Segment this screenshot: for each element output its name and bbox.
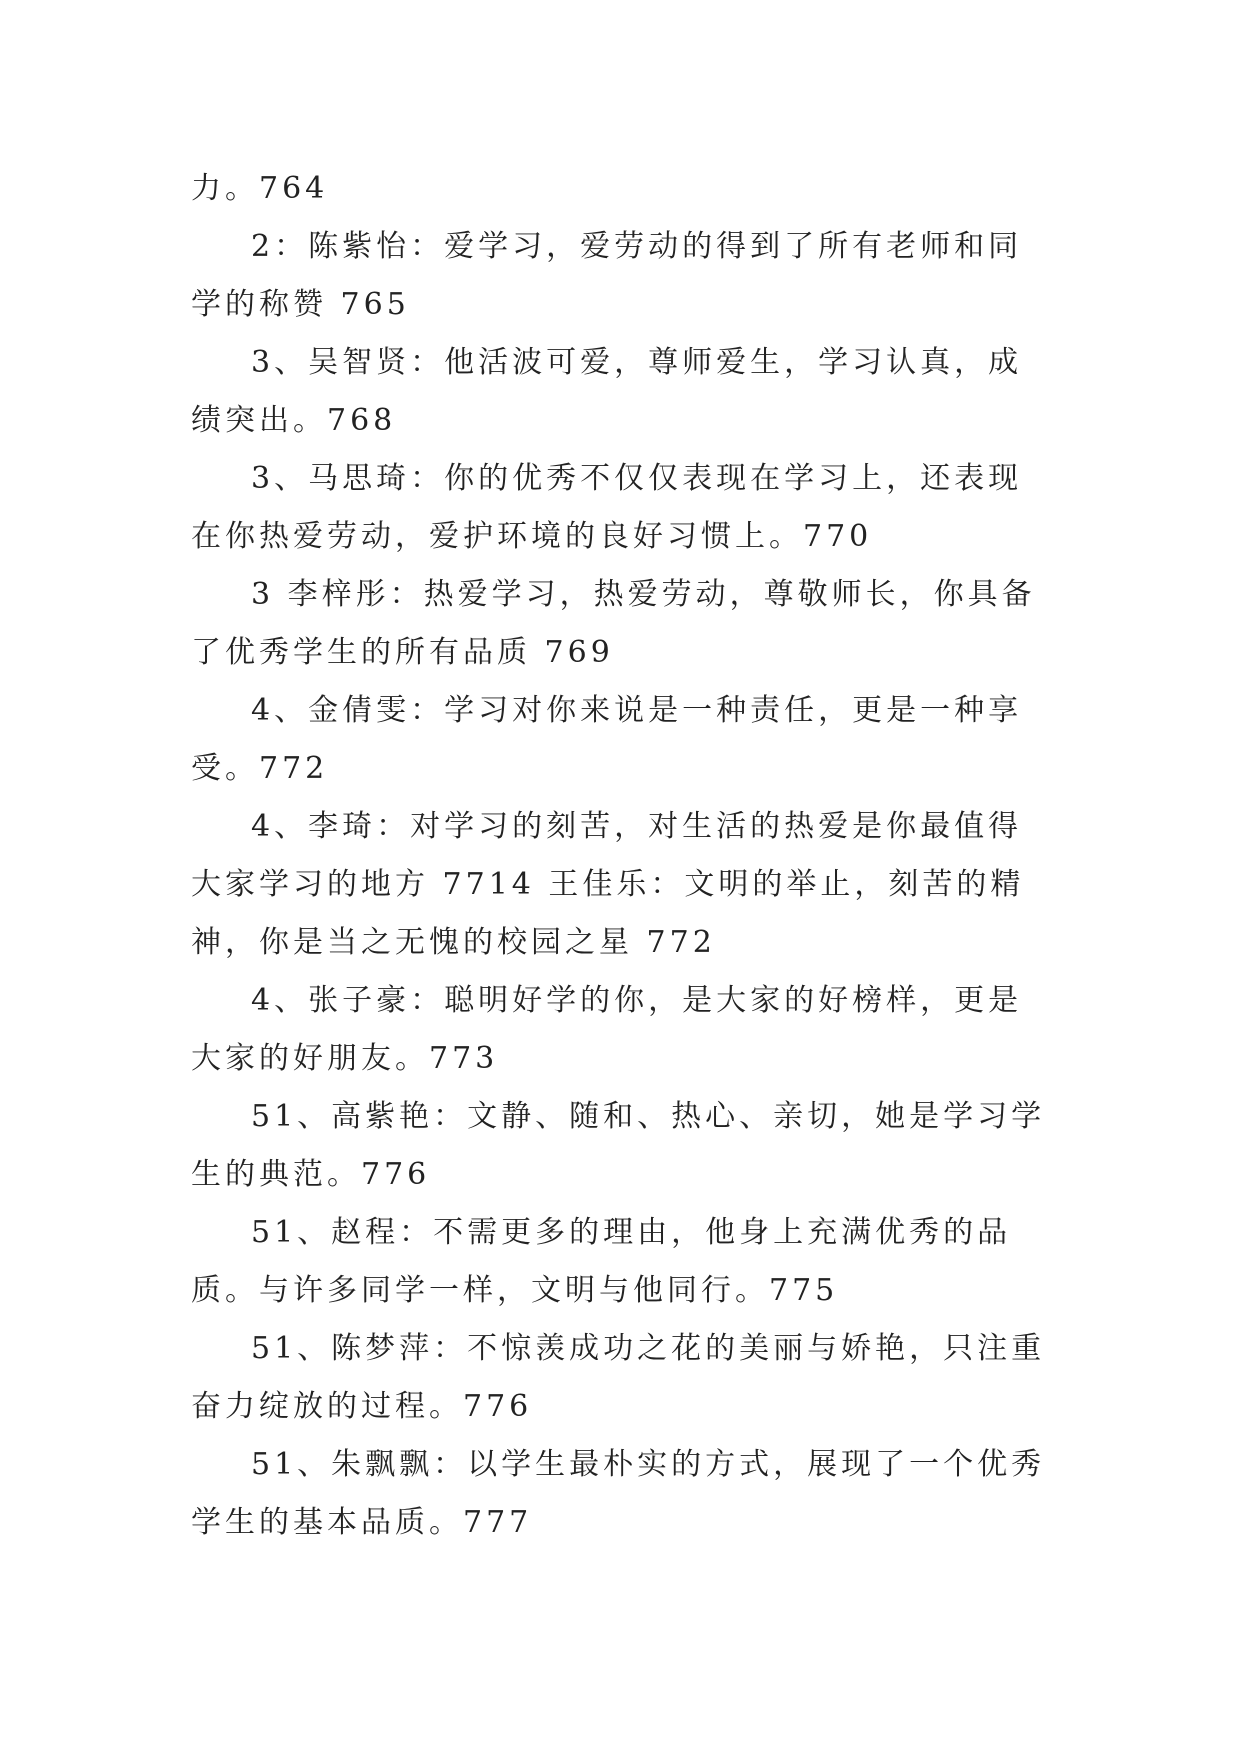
paragraph-wu-zhixian: 3、吴智贤：他活波可爱，尊师爱生，学习认真，成绩突出。768 bbox=[191, 345, 1023, 438]
paragraph-chen-ziyi: 2：陈紫怡：爱学习，爱劳动的得到了所有老师和同学的称赞 765 bbox=[191, 229, 1023, 322]
paragraph-continuation: 力。764 bbox=[191, 171, 329, 206]
paragraph-li-zitong: 3 李梓彤：热爱学习，热爱劳动，尊敬师长，你具备了优秀学生的所有品质 769 bbox=[191, 577, 1036, 670]
paragraph-zhao-cheng: 51、赵程：不需更多的理由，他身上充满优秀的品质。与许多同学一样，文明与他同行。775 bbox=[191, 1215, 1012, 1308]
paragraph-li-qi: 4、李琦：对学习的刻苦，对生活的热爱是你最值得大家学习的地方 7714 王佳乐：文明的举止，刻苦的精神，你是当之无愧的校园之星 772 bbox=[191, 809, 1025, 960]
paragraph-zhang-zihao: 4、张子豪：聪明好学的你，是大家的好榜样，更是大家的好朋友。773 bbox=[191, 983, 1023, 1076]
paragraph-jin-qianwen: 4、金倩雯：学习对你来说是一种责任，更是一种享受。772 bbox=[191, 693, 1023, 786]
paragraph-ma-siqi: 3、马思琦：你的优秀不仅仅表现在学习上，还表现在你热爱劳动，爱护环境的良好习惯上。770 bbox=[191, 461, 1023, 554]
document-body bbox=[191, 160, 1053, 1552]
paragraph-gao-ziyan: 51、高紫艳：文静、随和、热心、亲切，她是学习学生的典范。776 bbox=[191, 1099, 1046, 1192]
paragraph-zhu-piaopiao: 51、朱飘飘：以学生最朴实的方式，展现了一个优秀学生的基本品质。777 bbox=[191, 1447, 1046, 1540]
paragraph-chen-mengping: 51、陈梦萍：不惊羡成功之花的美丽与娇艳，只注重奋力绽放的过程。776 bbox=[191, 1331, 1046, 1424]
